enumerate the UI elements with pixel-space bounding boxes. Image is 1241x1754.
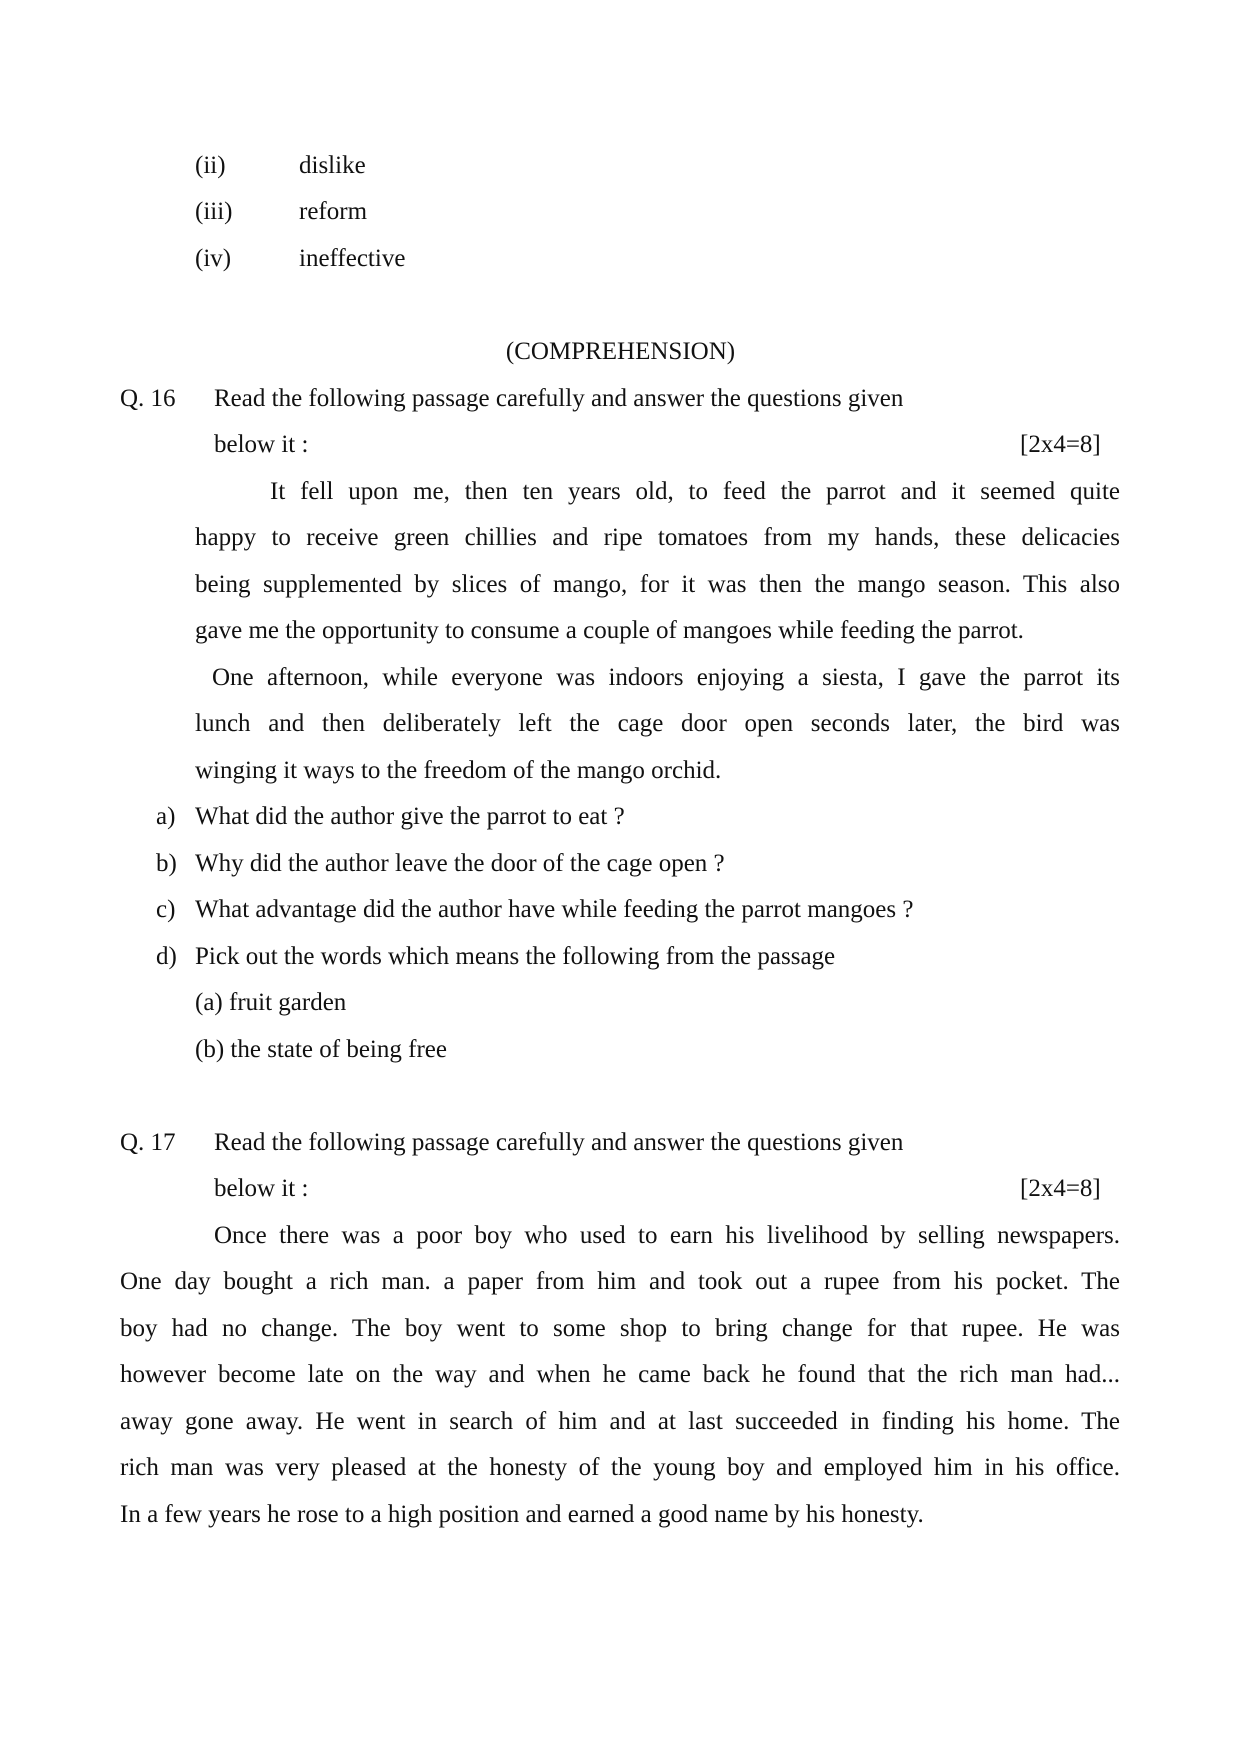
sub-option: (b) the state of being free xyxy=(195,1036,447,1063)
question-instruction: Read the following passage carefully and answer the questions given xyxy=(214,385,904,412)
passage-line: being supplemented by slices of mango, for it was then the mango season. This also xyxy=(195,571,1120,598)
question-instruction: Read the following passage carefully and answer the questions given xyxy=(214,1129,904,1156)
question-number: Q. 16 xyxy=(120,385,176,412)
sub-question-text: Pick out the words which means the following from the passage xyxy=(195,943,836,970)
marks-label: [2x4=8] xyxy=(1020,1175,1101,1202)
passage-line: rich man was very pleased at the honesty of the young boy and employed him in his office. xyxy=(120,1454,1120,1481)
passage-line: gave me the opportunity to consume a couple of mangoes while feeding the parrot. xyxy=(195,617,1024,644)
option-text: reform xyxy=(299,198,368,225)
sub-question-letter: a) xyxy=(156,803,176,830)
sub-question-letter: d) xyxy=(156,943,177,970)
question-number: Q. 17 xyxy=(120,1129,176,1156)
passage-line: Once there was a poor boy who used to earn his livelihood by selling newspapers. xyxy=(214,1222,1120,1249)
passage-line: however become late on the way and when he came back he found that the rich man had... xyxy=(120,1361,1120,1388)
passage-line: It fell upon me, then ten years old, to feed the parrot and it seemed quite xyxy=(270,478,1120,505)
sub-question-text: Why did the author leave the door of the cage open ? xyxy=(195,850,725,877)
option-text: dislike xyxy=(299,152,366,179)
section-heading: (COMPREHENSION) xyxy=(505,338,736,365)
sub-option: (a) fruit garden xyxy=(195,989,347,1016)
option-text: ineffective xyxy=(299,245,406,272)
passage-line: lunch and then deliberately left the cage door open seconds later, the bird was xyxy=(195,710,1120,737)
option-number: (iii) xyxy=(195,198,233,225)
passage-line: One afternoon, while everyone was indoors enjoying a siesta, I gave the parrot its xyxy=(212,664,1120,691)
passage-line: In a few years he rose to a high position and earned a good name by his honesty. xyxy=(120,1501,924,1528)
passage-line: happy to receive green chillies and ripe tomatoes from my hands, these delicacies xyxy=(195,524,1120,551)
option-number: (ii) xyxy=(195,152,226,179)
passage-line: away gone away. He went in search of him and at last succeeded in finding his home. The xyxy=(120,1408,1120,1435)
question-instruction-continued: below it : xyxy=(214,431,309,458)
passage-line: One day bought a rich man. a paper from him and took out a rupee from his pocket. The xyxy=(120,1268,1120,1295)
option-number: (iv) xyxy=(195,245,232,272)
passage-line: winging it ways to the freedom of the mango orchid. xyxy=(195,757,722,784)
sub-question-letter: b) xyxy=(156,850,177,877)
sub-question-text: What did the author give the parrot to eat ? xyxy=(195,803,625,830)
marks-label: [2x4=8] xyxy=(1020,431,1101,458)
passage-line: boy had no change. The boy went to some shop to bring change for that rupee. He was xyxy=(120,1315,1120,1342)
sub-question-letter: c) xyxy=(156,896,176,923)
sub-question-text: What advantage did the author have while feeding the parrot mangoes ? xyxy=(195,896,914,923)
question-instruction-continued: below it : xyxy=(214,1175,309,1202)
